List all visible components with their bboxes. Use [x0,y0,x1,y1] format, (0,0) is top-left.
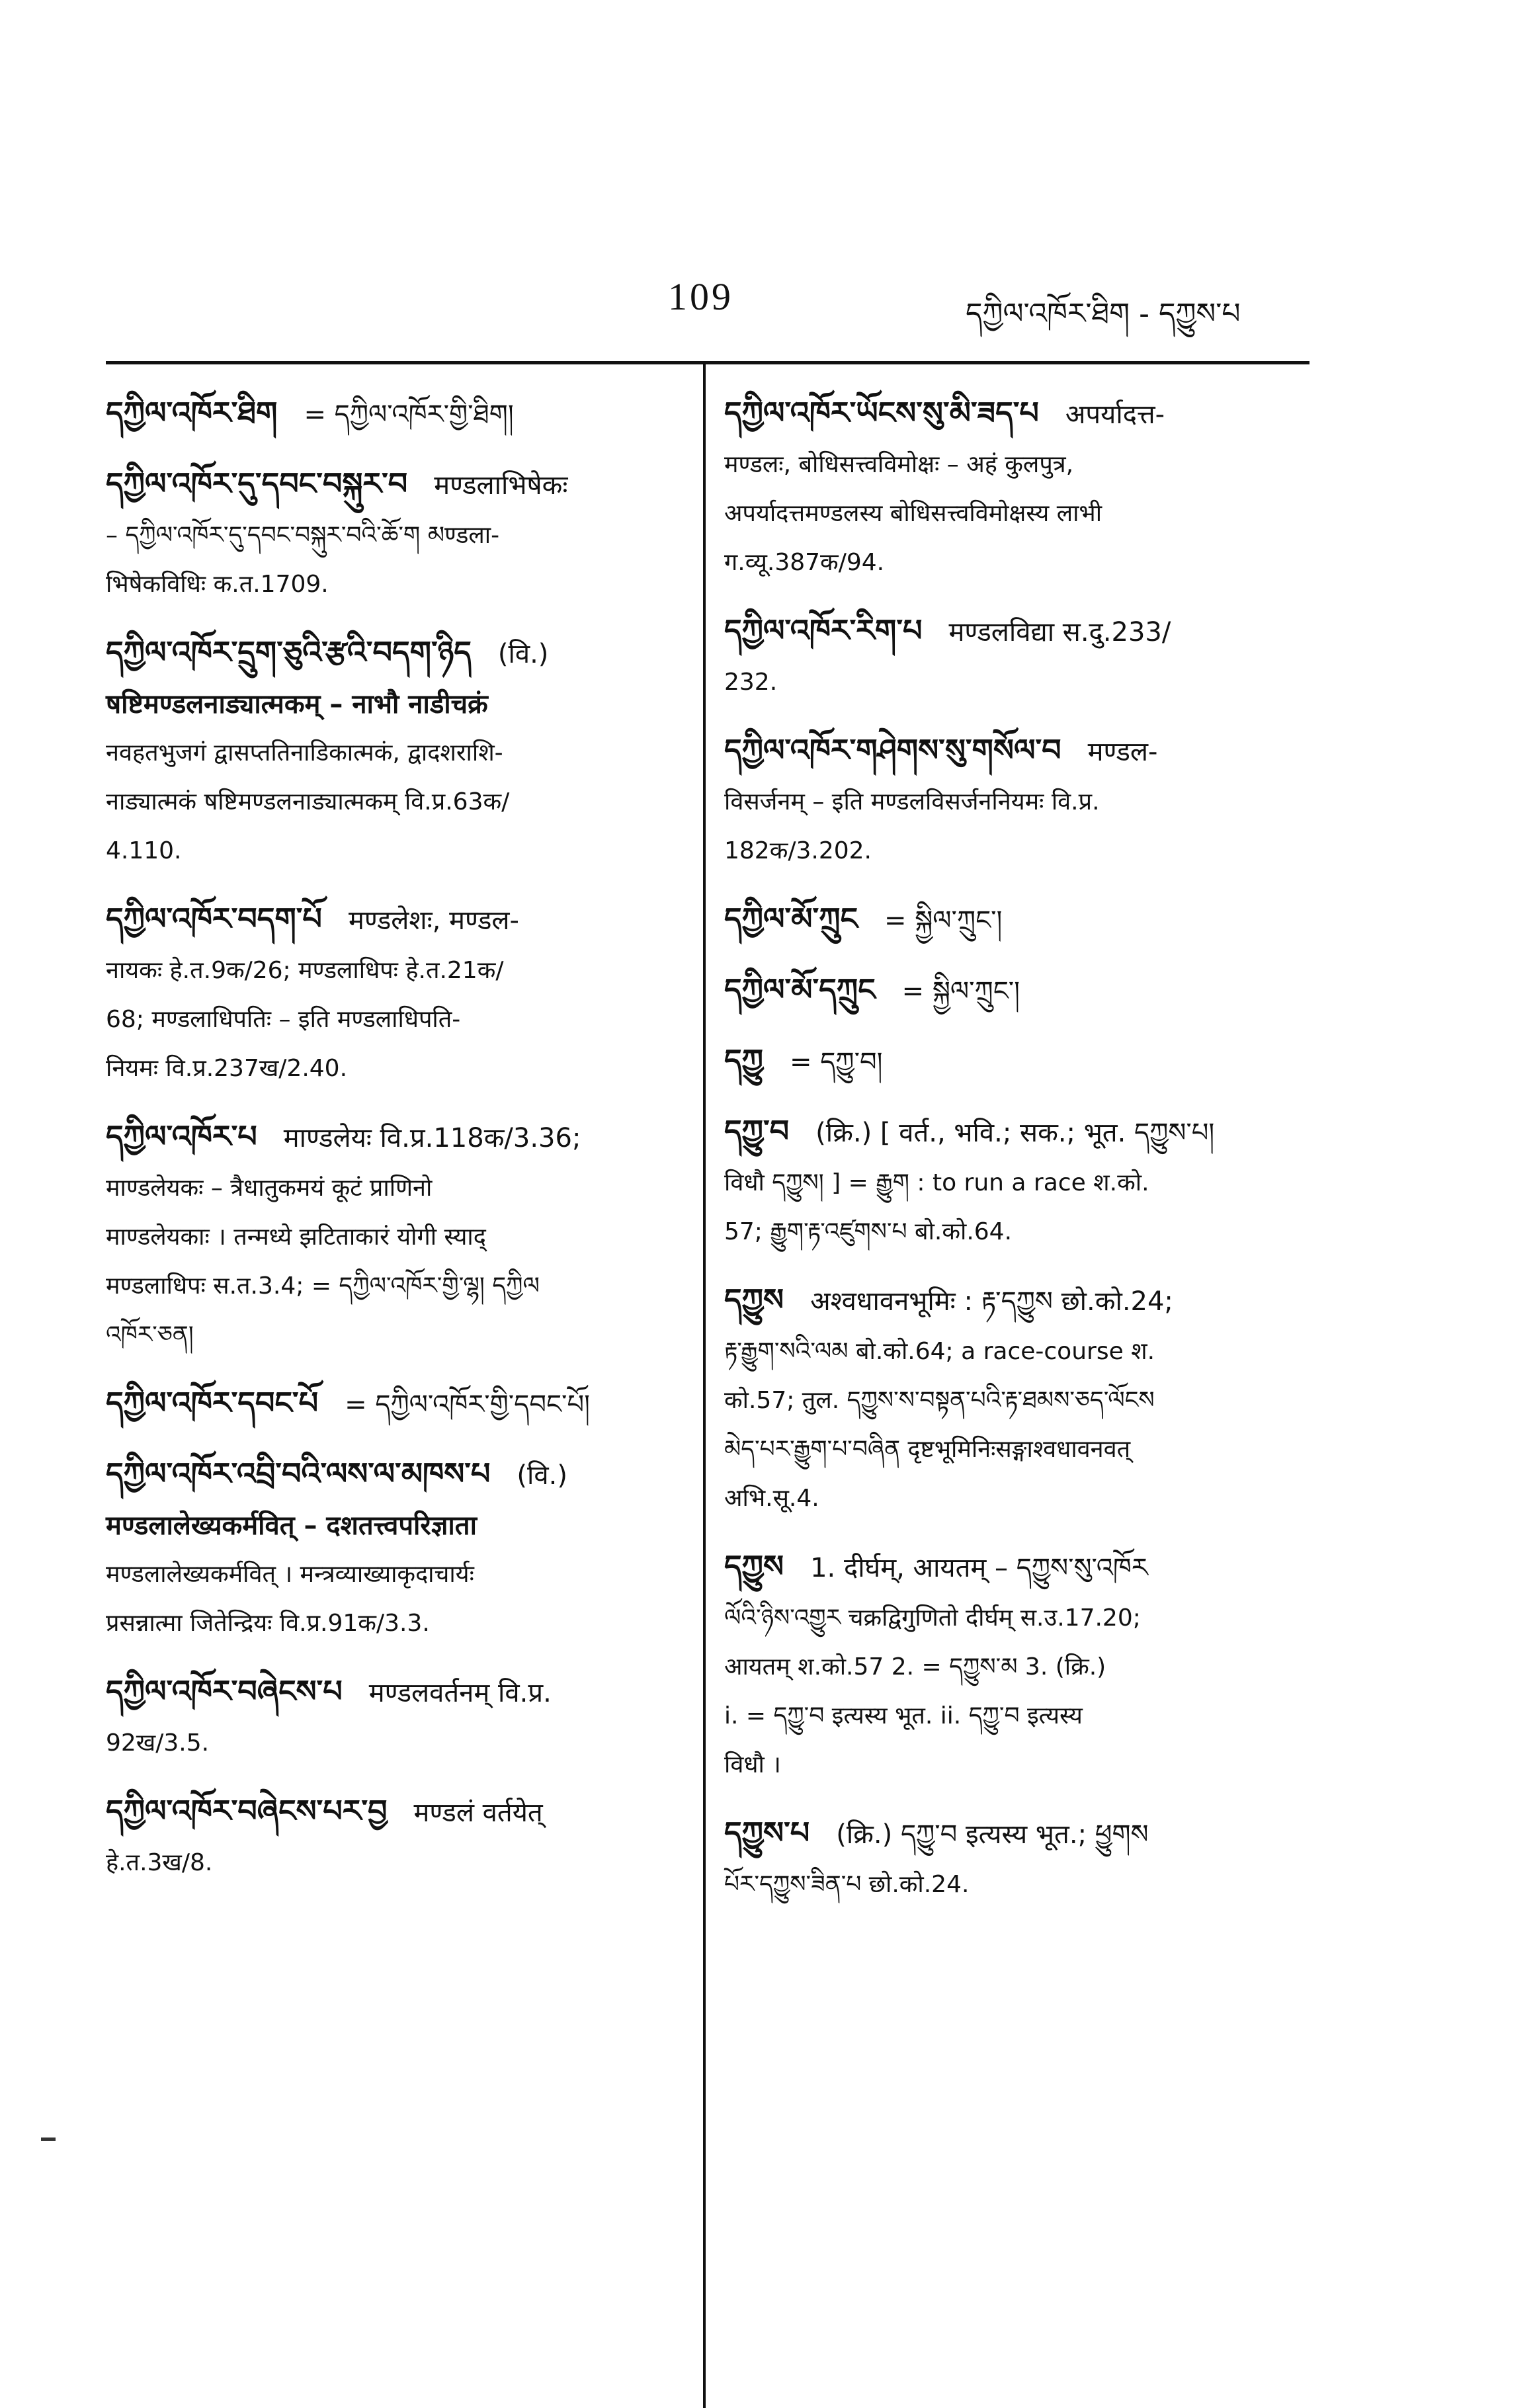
entry-line: नवहतभुजगं द्वासप्ततिनाडिकात्मकं, द्वादशराशि- [106,739,503,767]
entry-gloss: = དཀྱུ་བ། [790,1047,883,1077]
entry-lemma: དཀྱིལ་འཁོར་དབང་པོ [106,1385,319,1421]
dictionary-entry [724,964,1309,1017]
entry-lemma: དཀྱིལ་འཁོར་འབྲི་བའི་ལས་ལ་མཁས་པ [106,1456,491,1491]
dictionary-entry [724,724,1309,876]
entry-line: विधौ । [724,1751,781,1778]
entry-lemma: དཀྱུས [724,1548,784,1584]
entry-lemma: དཀྱིལ་འཁོར་དུ་དབང་བསྐུར་བ [106,466,408,501]
dictionary-entry [724,1034,1309,1088]
column-divider [703,364,706,2408]
entry-line: मण्डलालेख्यकर्मवित् । मन्त्रव्याख्याकृदाचार्यः [106,1561,474,1588]
entry-line: 92ख/3.5. [106,1729,210,1757]
dictionary-entry [724,387,1309,587]
entry-line: – དཀྱིལ་འཁོར་དུ་དབང་བསྐུར་བའི་ཆོ་ག མण्डला- [106,522,500,549]
entry-lemma: དཀྱིལ་འཁོར་དྲུག་ཅུའི་རྩའི་བདག་ཉིད [106,634,472,670]
entry-line: अपर्यादत्तमण्डलस्य बोधिसत्त्वविमोक्षस्य लाभी [724,500,1102,527]
entry-line: मण्डलाधिपः स.त.3.4; = དཀྱིལ་འཁོར་གྱི་ལྷ། དཀྱིལ [106,1272,540,1300]
dictionary-entry [106,1110,688,1360]
entry-line: ग.व्यू.387क/94. [724,549,885,576]
entry-gloss: = དཀྱིལ་འཁོར་གྱི་ཐིག། [304,399,514,430]
entry-lemma: དཀྱིལ་མོ་དཀྲུང [724,972,876,1007]
entry-line: 57; རྒྱུག་རྟ་འཛུགས་པ बो.को.64. [724,1218,1013,1245]
entry-line: मण्डलालेख्यकर्मवित् – दशतत्त्वपरिज्ञाता [106,1511,477,1541]
left-column [106,387,688,1905]
entry-lemma: དཀྱུ་བ [724,1113,790,1149]
entry-gloss: मण्डलाभिषेकः [434,470,568,501]
entry-line: षष्टिमण्डलनाड्यात्मकम् – नाभौ नाडीचक्रं [106,689,488,720]
dictionary-entry [106,893,688,1093]
dictionary-entry [724,1105,1309,1257]
entry-lemma: དཀྱིལ་མོ་ཀྲུང [724,901,858,936]
dictionary-entry [106,1665,688,1768]
entry-gloss: (क्रि.) [ वर्त., भवि.; सक.; भूत. དཀྱུས་པ། [815,1118,1215,1148]
entry-lemma: དཀྱིལ་འཁོར་བཞེངས་པར་བྱ [106,1793,388,1829]
entry-lemma: དཀྱིལ་འཁོར་ཡོངས་སུ་མི་ཟད་པ [724,395,1039,431]
dictionary-entry [106,458,688,609]
entry-gloss: मण्डलवर्तनम् वि.प्र. [368,1678,552,1708]
dictionary-entry [106,1785,688,1888]
entry-gloss: मण्डल- [1087,737,1158,767]
entry-line: प्रसन्नात्मा जितेन्द्रियः वि.प्र.91क/3.3. [106,1610,430,1637]
entry-lemma: དཀྱུས [724,1282,784,1317]
entry-lemma: དཀྱིལ་འཁོར་རིག་པ [724,612,923,648]
entry-line: हे.त.3ख/8. [106,1849,213,1876]
dictionary-entry [106,1377,688,1431]
entry-gloss: मण्डलं वर्तयेत् [413,1798,543,1828]
entry-gloss: 1. दीर्घम्, आयतम् – དཀྱུས་སུ་འཁོར [810,1553,1148,1583]
entry-line: विसर्जनम् – इति मण्डलविसर्जननियमः वि.प्र. [724,788,1100,815]
entry-line: 232. [724,669,778,696]
dictionary-entry [724,1274,1309,1523]
entry-lemma: དཀྱིལ་འཁོར་བདག་པོ [106,901,322,936]
entry-gloss: (क्रि.) དཀྱུ་བ इत्यस्य भूत.; ཕྱུགས [836,1819,1149,1850]
entry-gloss: = སྐྱིལ་ཀྲུང་། [901,976,1020,1007]
dictionary-entry [724,1807,1309,1909]
running-head: དཀྱིལ་འཁོར་ཐིག - དཀྱུས་པ [966,297,1241,331]
entry-line: मण्डलः, बोधिसत्त्वविमोक्षः – अहं कुलपुत्र, [724,451,1074,478]
entry-gloss: = སྐྱིལ་ཀྲུང་། [884,905,1003,936]
entry-lemma: དཀྱིལ་འཁོར་པ [106,1118,257,1154]
entry-line: विधौ དཀྱུས། ] = རྒྱུག : to run a race श.को. [724,1169,1149,1196]
entry-line: ལོའི་ཉིས་འགྱུར चक्रद्विगुणितो दीर्घम् स.उ.17.20; [724,1604,1141,1632]
dictionary-entry [724,604,1309,707]
dictionary-entry [106,626,688,876]
entry-line: अभि.सू.4. [724,1485,819,1512]
entry-gloss: (वि.) [497,639,549,669]
entry-gloss: मण्डलविद्या स.दु.233/ [948,617,1171,647]
entry-line: མེད་པར་རྒྱུག་པ་བཞིན दृष्टभूमिनिःसङ्गाश्वधावनवत् [724,1436,1131,1463]
entry-line: འཁོར་ཅན། [106,1321,194,1349]
entry-gloss: मण्डलेशः, मण्डल- [348,905,519,936]
entry-line: i. = དཀྱུ་བ इत्यस्य भूत. ii. དཀྱུ་བ इत्यस्य [724,1702,1083,1729]
entry-line: རྟ་རྒྱུག་སའི་ལམ बो.को.64; a race-course श. [724,1338,1155,1365]
entry-line: 68; मण्डलाधिपतिः – इति मण्डलाधिपति- [106,1006,461,1033]
entry-gloss: = དཀྱིལ་འཁོར་གྱི་དབང་པོ། [345,1390,590,1420]
entry-lemma: དཀྱིལ་འཁོར་གཤེགས་སུ་གསོལ་བ [724,732,1061,768]
header-rule [106,361,1309,364]
entry-line: आयतम् श.को.57 2. = དཀྱུས་མ 3. (क्रि.) [724,1653,1106,1681]
entry-line: नाड्यात्मकं षष्टिमण्डलनाड्यात्मकम् वि.प्र.63क/ [106,788,510,815]
entry-line: माण्डलेयकः – त्रैधातुकमयं कूटं प्राणिनो [106,1175,433,1202]
entry-line: भिषेकविधिः क.त.1709. [106,571,329,598]
dictionary-entry [724,893,1309,946]
dictionary-entry [106,1448,688,1648]
dictionary-entry [106,387,688,440]
entry-gloss: अपर्यादत्त- [1065,399,1165,430]
entry-line: नियमः वि.प्र.237ख/2.40. [106,1055,348,1082]
entry-lemma: དཀྱུ [724,1042,764,1078]
entry-gloss: (वि.) [517,1460,567,1491]
entry-gloss: माण्डलेयः वि.प्र.118क/3.36; [283,1123,581,1153]
entry-line: 4.110. [106,837,182,864]
entry-lemma: དཀྱིལ་འཁོར་ཐིག [106,395,278,431]
dictionary-entry [724,1540,1309,1790]
entry-lemma: དཀྱིལ་འཁོར་བཞེངས་པ [106,1673,343,1709]
entry-line: को.57; तुल. དཀྱུས་ས་བསྟན་པའི་རྟ་ཐམས་ཅད་ལོངས [724,1387,1155,1414]
entry-gloss: अश्वधावनभूमिः : རྟ་དཀྱུས छो.को.24; [810,1286,1173,1317]
page-number: 109 [668,275,733,318]
right-column [724,387,1309,1927]
entry-line: 182क/3.202. [724,837,872,864]
entry-line: नायकः हे.त.9क/26; मण्डलाधिपः हे.त.21क/ [106,957,504,984]
entry-lemma: དཀྱུས་པ [724,1815,810,1850]
entry-line: माण्डलेयकाः । तन्मध्ये झटिताकारं योगी स्याद् [106,1224,486,1251]
scan-mark [41,2138,56,2141]
entry-line: པོར་དཀྱུས་ཟིན་པ छो.को.24. [724,1871,970,1898]
